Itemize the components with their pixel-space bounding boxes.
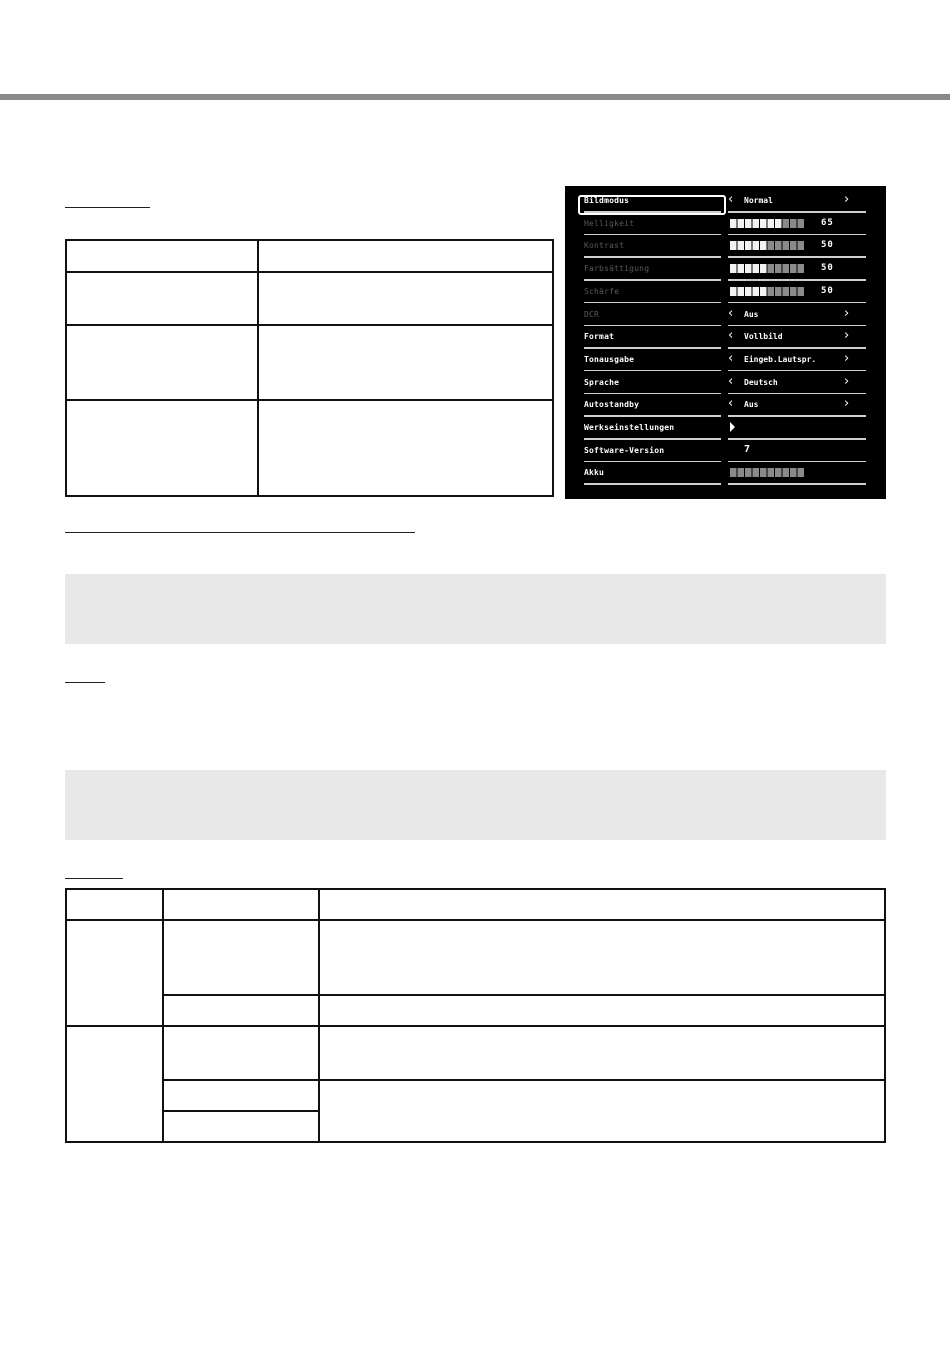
chevron-right-icon: › — [844, 328, 850, 344]
osd-item-label: Farbsättigung — [584, 264, 650, 274]
osd-menu-item — [565, 440, 886, 462]
osd-item-value: 50 — [821, 263, 834, 274]
osd-item-label: Kontrast — [584, 241, 625, 251]
table-cell — [66, 272, 258, 325]
level-segment — [738, 264, 745, 273]
level-segment — [730, 219, 737, 228]
level-segment — [783, 264, 790, 273]
table-cell — [66, 1026, 163, 1142]
level-segment — [760, 219, 767, 228]
level-segment — [760, 241, 767, 250]
table-cell — [163, 1111, 319, 1142]
chevron-left-icon: ‹ — [728, 373, 734, 389]
level-segment — [783, 468, 790, 477]
osd-item-value: 50 — [821, 240, 834, 251]
level-segment — [768, 264, 775, 273]
table-cell — [66, 400, 258, 496]
level-segment — [798, 241, 805, 250]
level-segment — [753, 468, 760, 477]
osd-item-value: 50 — [821, 285, 834, 296]
level-segment — [730, 468, 737, 477]
osd-menu-item — [565, 394, 886, 416]
osd-item-label: Schärfe — [584, 286, 620, 296]
level-bar — [730, 219, 805, 228]
level-bar — [730, 287, 805, 296]
table-cell — [66, 889, 163, 920]
osd-menu-item — [565, 235, 886, 257]
level-segment — [775, 264, 782, 273]
osd-item-value: Deutsch — [744, 377, 778, 387]
osd-item-label: Autostandby — [584, 400, 640, 410]
level-segment — [775, 241, 782, 250]
osd-item-label: Sprache — [584, 377, 620, 387]
level-segment — [783, 287, 790, 296]
chevron-left-icon: ‹ — [728, 305, 734, 321]
level-segment — [790, 219, 797, 228]
osd-menu-item — [565, 417, 886, 439]
troubleshooting-table — [65, 888, 886, 1143]
level-segment — [753, 287, 760, 296]
table-cell — [163, 1080, 319, 1111]
osd-item-label: Werkseinstellungen — [584, 423, 675, 432]
level-segment — [768, 241, 775, 250]
table-cell — [66, 240, 258, 272]
level-segment — [753, 241, 760, 250]
battery-bar — [730, 468, 805, 477]
level-segment — [798, 264, 805, 273]
level-segment — [760, 468, 767, 477]
heading-underline-1 — [65, 207, 150, 208]
table-cell — [163, 995, 319, 1026]
table-cell — [319, 1026, 885, 1080]
table-cell — [319, 889, 885, 920]
osd-item-value: Normal — [744, 196, 773, 205]
heading-underline-4 — [65, 878, 123, 879]
note-box-2 — [65, 770, 886, 840]
level-segment — [790, 468, 797, 477]
heading-underline-3 — [65, 682, 105, 683]
level-segment — [745, 219, 752, 228]
table-cell — [163, 1026, 319, 1080]
osd-item-label: Format — [584, 332, 615, 342]
header-rule — [0, 94, 950, 100]
settings-table — [65, 239, 554, 497]
osd-menu-item — [565, 326, 886, 348]
level-bar — [730, 264, 805, 273]
level-segment — [790, 241, 797, 250]
osd-item-label: Akku — [584, 468, 605, 478]
osd-menu-item — [565, 281, 886, 303]
table-cell — [258, 240, 553, 272]
osd-item-label: Bildmodus — [584, 196, 630, 205]
level-segment — [745, 264, 752, 273]
osd-item-value: Aus — [744, 309, 759, 319]
level-segment — [738, 241, 745, 250]
level-segment — [783, 219, 790, 228]
level-segment — [760, 287, 767, 296]
triangle-right-icon — [730, 422, 735, 432]
osd-item-label: Tonausgabe — [584, 354, 635, 364]
table-cell — [319, 995, 885, 1026]
level-segment — [798, 287, 805, 296]
osd-menu-item — [565, 213, 886, 235]
osd-item-label: Software-Version — [584, 445, 665, 455]
level-segment — [775, 219, 782, 228]
osd-item-value: 65 — [821, 217, 834, 228]
level-segment — [730, 241, 737, 250]
table-cell — [163, 889, 319, 920]
level-segment — [730, 264, 737, 273]
osd-menu-item — [565, 190, 886, 212]
note-box-1 — [65, 574, 886, 644]
level-segment — [768, 468, 775, 477]
osd-item-value: Eingeb.Lautspr. — [744, 354, 817, 364]
osd-item-value: Aus — [744, 400, 759, 410]
level-bar — [730, 241, 805, 250]
chevron-left-icon: ‹ — [728, 192, 734, 207]
osd-menu-item — [565, 462, 886, 484]
osd-item-label: Helligkeit — [584, 218, 635, 228]
level-segment — [760, 264, 767, 273]
level-segment — [790, 287, 797, 296]
osd-menu-screenshot — [565, 186, 886, 499]
heading-underline-2 — [65, 532, 415, 533]
table-cell — [258, 325, 553, 400]
table-cell — [258, 400, 553, 496]
level-segment — [768, 219, 775, 228]
level-segment — [738, 468, 745, 477]
chevron-left-icon: ‹ — [728, 350, 734, 366]
osd-menu-item — [565, 349, 886, 371]
table-cell — [66, 920, 163, 1026]
level-segment — [768, 287, 775, 296]
level-segment — [738, 219, 745, 228]
chevron-right-icon: › — [844, 373, 850, 389]
level-segment — [798, 468, 805, 477]
level-segment — [745, 287, 752, 296]
osd-item-label: DCR — [584, 309, 600, 319]
table-cell — [163, 920, 319, 995]
table-cell — [66, 325, 258, 400]
osd-menu-item — [565, 304, 886, 326]
table-cell — [258, 272, 553, 325]
divider — [728, 483, 866, 485]
level-segment — [753, 219, 760, 228]
level-segment — [783, 241, 790, 250]
level-segment — [775, 287, 782, 296]
level-segment — [790, 264, 797, 273]
chevron-right-icon: › — [844, 305, 850, 321]
chevron-left-icon: ‹ — [728, 328, 734, 344]
level-segment — [775, 468, 782, 477]
chevron-right-icon: › — [844, 396, 850, 412]
osd-item-value: 7 — [744, 443, 751, 455]
divider — [584, 483, 721, 485]
chevron-right-icon: › — [844, 350, 850, 366]
osd-menu-item — [565, 258, 886, 280]
level-segment — [753, 264, 760, 273]
chevron-right-icon: › — [844, 192, 850, 207]
osd-item-value: Vollbild — [744, 332, 783, 342]
chevron-left-icon: ‹ — [728, 396, 734, 412]
level-segment — [798, 219, 805, 228]
level-segment — [730, 287, 737, 296]
level-segment — [745, 241, 752, 250]
level-segment — [738, 287, 745, 296]
table-cell — [319, 1080, 885, 1142]
osd-menu-item — [565, 372, 886, 394]
level-segment — [745, 468, 752, 477]
table-cell — [319, 920, 885, 995]
